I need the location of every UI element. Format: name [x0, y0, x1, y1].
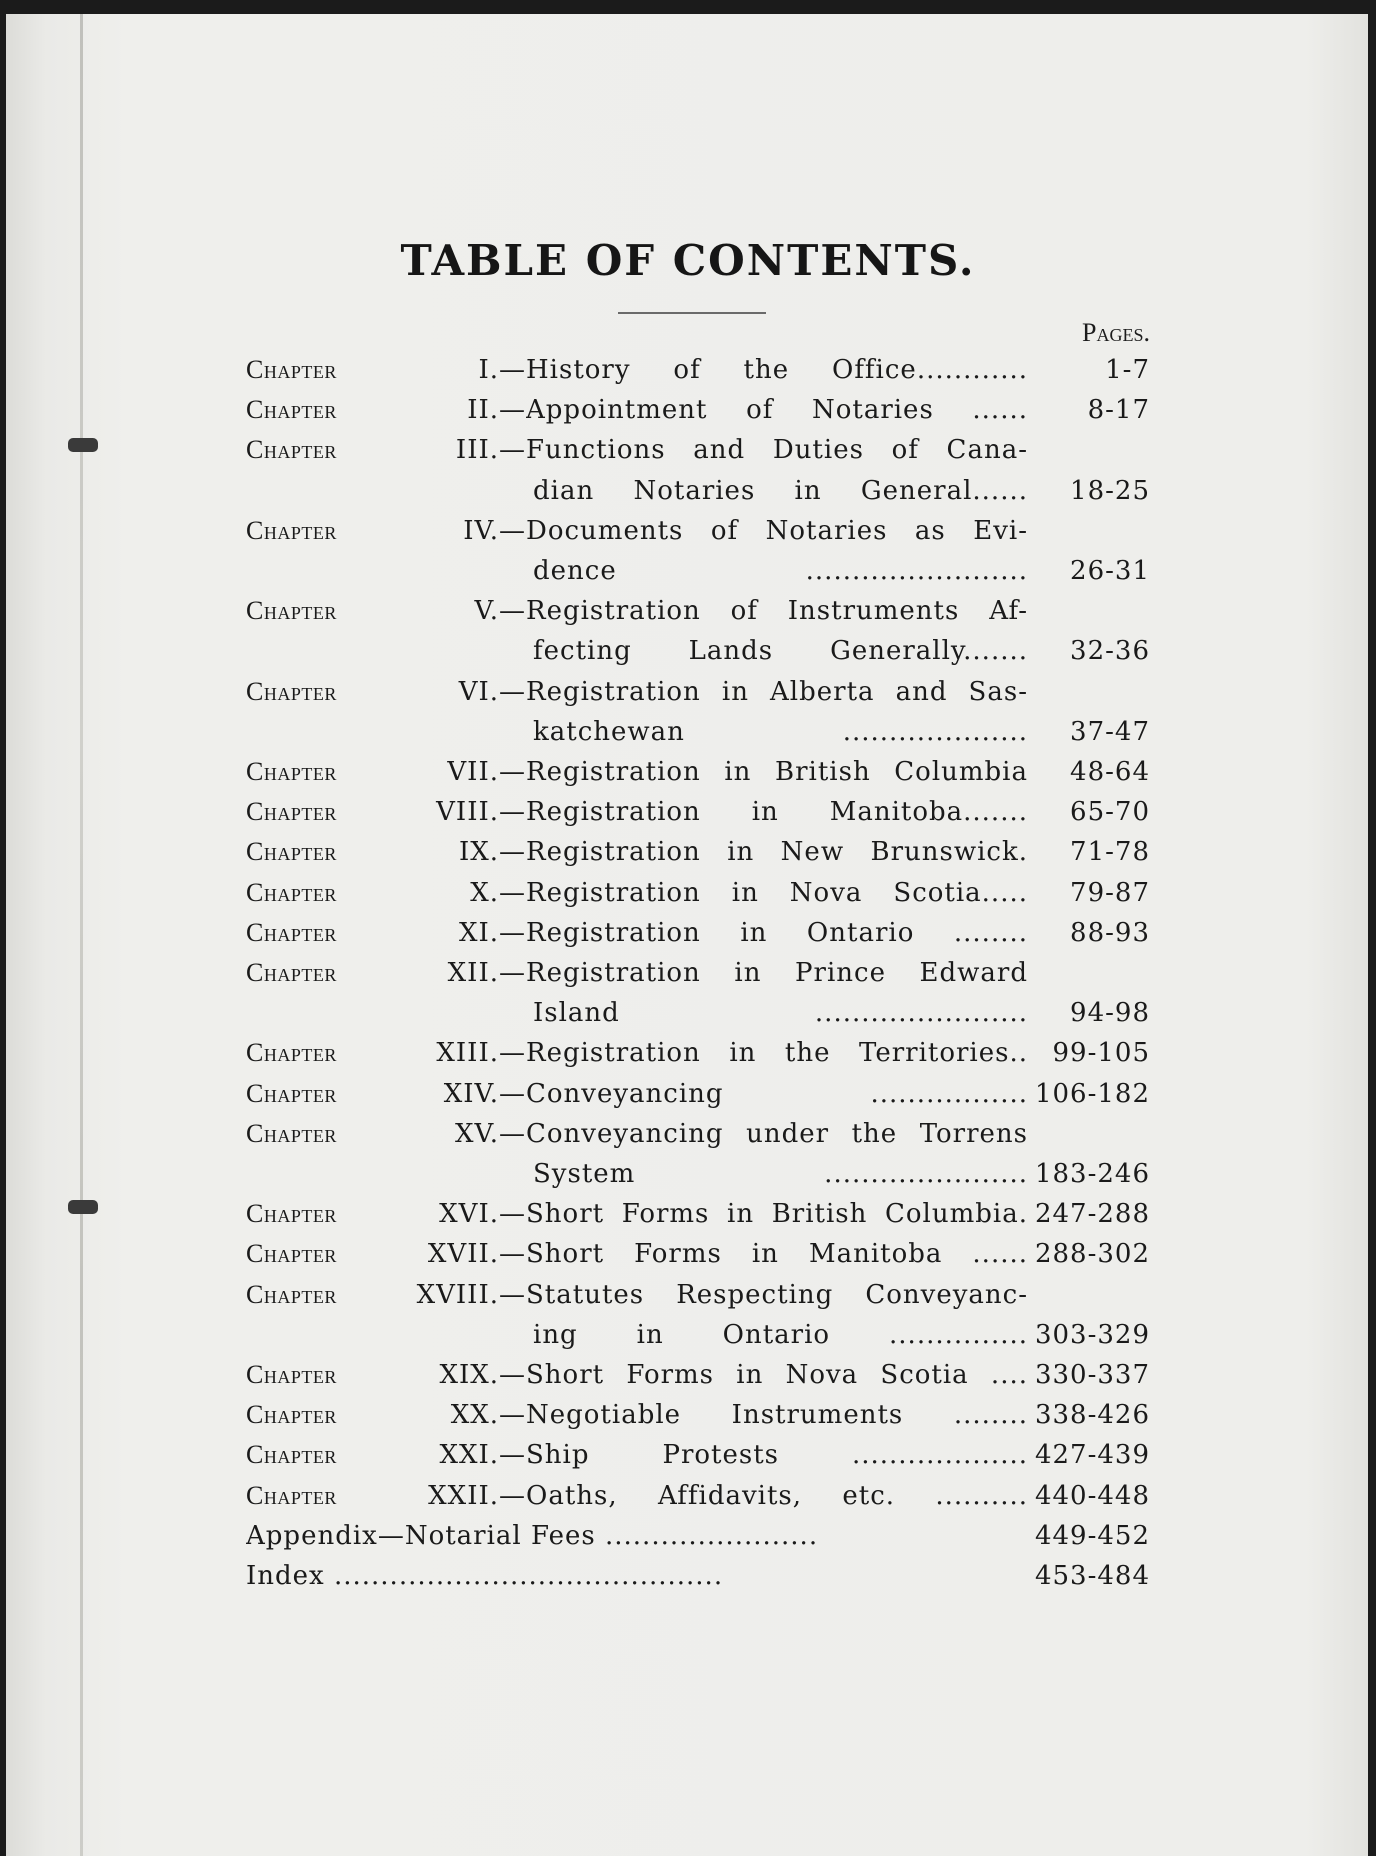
chapter-number: XX.— [450, 1400, 526, 1431]
chapter-title: fecting Lands Generally....... [533, 636, 1028, 667]
chapter-number: IX.— [458, 837, 526, 868]
chapter-number: XVI.— [439, 1199, 526, 1230]
page-range: 303-329 [1034, 1319, 1150, 1350]
chapter-title: katchewan .................... [533, 716, 1028, 747]
toc-line [0, 1395, 1376, 1435]
page-range: 427-439 [1034, 1440, 1150, 1471]
toc-line [0, 551, 1376, 591]
toc-line [0, 1194, 1376, 1234]
page-range: 37-47 [1070, 716, 1150, 747]
chapter-number: XXI.— [439, 1440, 526, 1471]
chapter-number: XV.— [454, 1118, 526, 1149]
page-range: 453-484 [1034, 1561, 1150, 1591]
page-title: TABLE OF CONTENTS. [400, 236, 976, 285]
chapter-title: Registration of Instruments Af- [526, 596, 1028, 627]
toc-line [0, 1315, 1376, 1355]
chapter-title: Registration in Prince Edward [526, 958, 1028, 988]
toc-line [0, 511, 1376, 551]
chapter-number: XIII.— [436, 1038, 526, 1069]
chapter-title: Oaths, Affidavits, etc. .......... [526, 1480, 1028, 1511]
chapter-number: X.— [470, 877, 526, 908]
chapter-label: Chapter [246, 877, 337, 907]
chapter-number: XII.— [447, 958, 526, 988]
chapter-label: Chapter [246, 1440, 337, 1470]
chapter-label: Chapter [246, 395, 337, 425]
chapter-label: Chapter [246, 837, 337, 867]
page-range: 71-78 [1070, 837, 1150, 868]
page-range: 1-7 [1105, 355, 1150, 385]
chapter-label: Chapter [246, 958, 337, 987]
chapter-number: III.— [455, 435, 526, 466]
chapter-title: Documents of Notaries as Evi- [526, 515, 1028, 546]
toc-line [0, 1074, 1376, 1114]
page-range: 79-87 [1070, 877, 1150, 908]
chapter-title: System ...................... [533, 1159, 1028, 1189]
chapter-number: XIX.— [439, 1360, 526, 1390]
page-range: 99-105 [1052, 1038, 1150, 1069]
toc-line [0, 913, 1376, 953]
chapter-label: Chapter [246, 1360, 337, 1389]
toc-line [0, 430, 1376, 470]
chapter-label: Chapter [246, 1038, 337, 1068]
chapter-label: Chapter [246, 515, 337, 545]
chapter-number: XIV.— [443, 1078, 526, 1109]
page-range: 8-17 [1087, 395, 1150, 426]
page-range: 247-288 [1034, 1199, 1150, 1230]
pages-column-heading: Pages. [1082, 318, 1150, 347]
toc-line [0, 873, 1376, 913]
toc-line [0, 672, 1376, 712]
chapter-title: Registration in British Columbia [526, 757, 1028, 787]
page-range: 440-448 [1034, 1480, 1150, 1511]
chapter-title: dian Notaries in General...... [533, 475, 1028, 506]
toc-line [0, 390, 1376, 430]
chapter-number: I.— [478, 355, 526, 385]
toc-line [0, 1476, 1376, 1516]
page-range: 88-93 [1070, 917, 1150, 948]
chapter-title: Registration in Ontario ........ [526, 917, 1028, 948]
page-range: 65-70 [1070, 797, 1150, 828]
chapter-label: Chapter [246, 917, 337, 947]
toc-line [0, 1275, 1376, 1315]
chapter-title: Statutes Respecting Conveyanc- [526, 1279, 1028, 1310]
page-range: 94-98 [1070, 998, 1150, 1029]
chapter-label: Chapter [246, 596, 337, 626]
toc-line [0, 993, 1376, 1033]
toc-line [0, 471, 1376, 511]
page-range: 26-31 [1070, 556, 1150, 586]
chapter-label: Chapter [246, 676, 337, 706]
chapter-label: Chapter [246, 1199, 337, 1229]
chapter-title: ing in Ontario ............... [533, 1319, 1028, 1350]
chapter-label: Chapter [246, 1239, 337, 1269]
toc-line-appendix [0, 1516, 1376, 1556]
chapter-label: Chapter [246, 757, 337, 786]
toc-line-index [0, 1556, 1376, 1596]
page-range: 106-182 [1034, 1078, 1150, 1109]
index-title: Index .......................................... [246, 1561, 724, 1591]
title-rule [618, 312, 766, 314]
chapter-label: Chapter [246, 1480, 337, 1510]
page-range: 48-64 [1070, 757, 1150, 787]
chapter-title: Functions and Duties of Cana- [526, 435, 1028, 466]
chapter-number: V.— [474, 596, 526, 627]
toc-line [0, 591, 1376, 631]
toc-line [0, 631, 1376, 671]
chapter-title: dence ........................ [533, 556, 1028, 586]
chapter-label: Chapter [246, 435, 337, 465]
toc-line [0, 712, 1376, 752]
chapter-label: Chapter [246, 797, 337, 827]
chapter-title: Registration in Nova Scotia..... [526, 877, 1028, 908]
chapter-title: Conveyancing under the Torrens [526, 1118, 1028, 1149]
chapter-number: IV.— [463, 515, 526, 546]
chapter-title: Negotiable Instruments ........ [526, 1400, 1028, 1431]
chapter-label: Chapter [246, 1118, 337, 1148]
chapter-number: XVII.— [427, 1239, 526, 1270]
chapter-title: Island ....................... [533, 998, 1028, 1029]
toc-line [0, 1234, 1376, 1274]
page-range: 449-452 [1034, 1520, 1150, 1551]
toc-line [0, 1033, 1376, 1073]
chapter-number: II.— [467, 395, 526, 426]
toc-line [0, 1154, 1376, 1194]
chapter-title: Registration in New Brunswick. [526, 837, 1028, 868]
chapter-number: VIII.— [436, 797, 526, 828]
page-range: 18-25 [1070, 475, 1150, 506]
chapter-label: Chapter [246, 1078, 337, 1108]
chapter-title: Short Forms in Nova Scotia .... [526, 1360, 1028, 1390]
toc-line [0, 1114, 1376, 1154]
toc-line [0, 1355, 1376, 1395]
chapter-title: Short Forms in Manitoba ...... [526, 1239, 1028, 1270]
chapter-number: VI.— [458, 676, 526, 707]
chapter-label: Chapter [246, 1279, 337, 1309]
page-range: 330-337 [1034, 1360, 1150, 1390]
toc-line [0, 350, 1376, 390]
page-range: 183-246 [1034, 1159, 1150, 1189]
toc-line [0, 752, 1376, 792]
chapter-number: VII.— [447, 757, 526, 787]
chapter-title: Registration in the Territories.. [526, 1038, 1028, 1069]
page-range: 288-302 [1034, 1239, 1150, 1270]
chapter-title: Registration in Manitoba....... [526, 797, 1028, 828]
page-range: 32-36 [1070, 636, 1150, 667]
chapter-title: Conveyancing ................. [526, 1078, 1028, 1109]
chapter-number: XI.— [458, 917, 526, 948]
chapter-number: XXII.— [428, 1480, 526, 1511]
page-range: 338-426 [1034, 1400, 1150, 1431]
toc-line [0, 792, 1376, 832]
chapter-title: Ship Protests ................... [526, 1440, 1028, 1471]
chapter-title: Appointment of Notaries ...... [526, 395, 1028, 426]
chapter-title: History of the Office............ [526, 355, 1028, 385]
appendix-title: Appendix—Notarial Fees ....................... [246, 1520, 819, 1551]
toc-line [0, 1435, 1376, 1475]
chapter-title: Registration in Alberta and Sas- [526, 676, 1028, 707]
toc-line [0, 953, 1376, 993]
chapter-label: Chapter [246, 1400, 337, 1430]
toc-line [0, 832, 1376, 872]
chapter-title: Short Forms in British Columbia. [526, 1199, 1028, 1230]
chapter-label: Chapter [246, 355, 337, 384]
chapter-number: XVIII.— [416, 1279, 526, 1310]
